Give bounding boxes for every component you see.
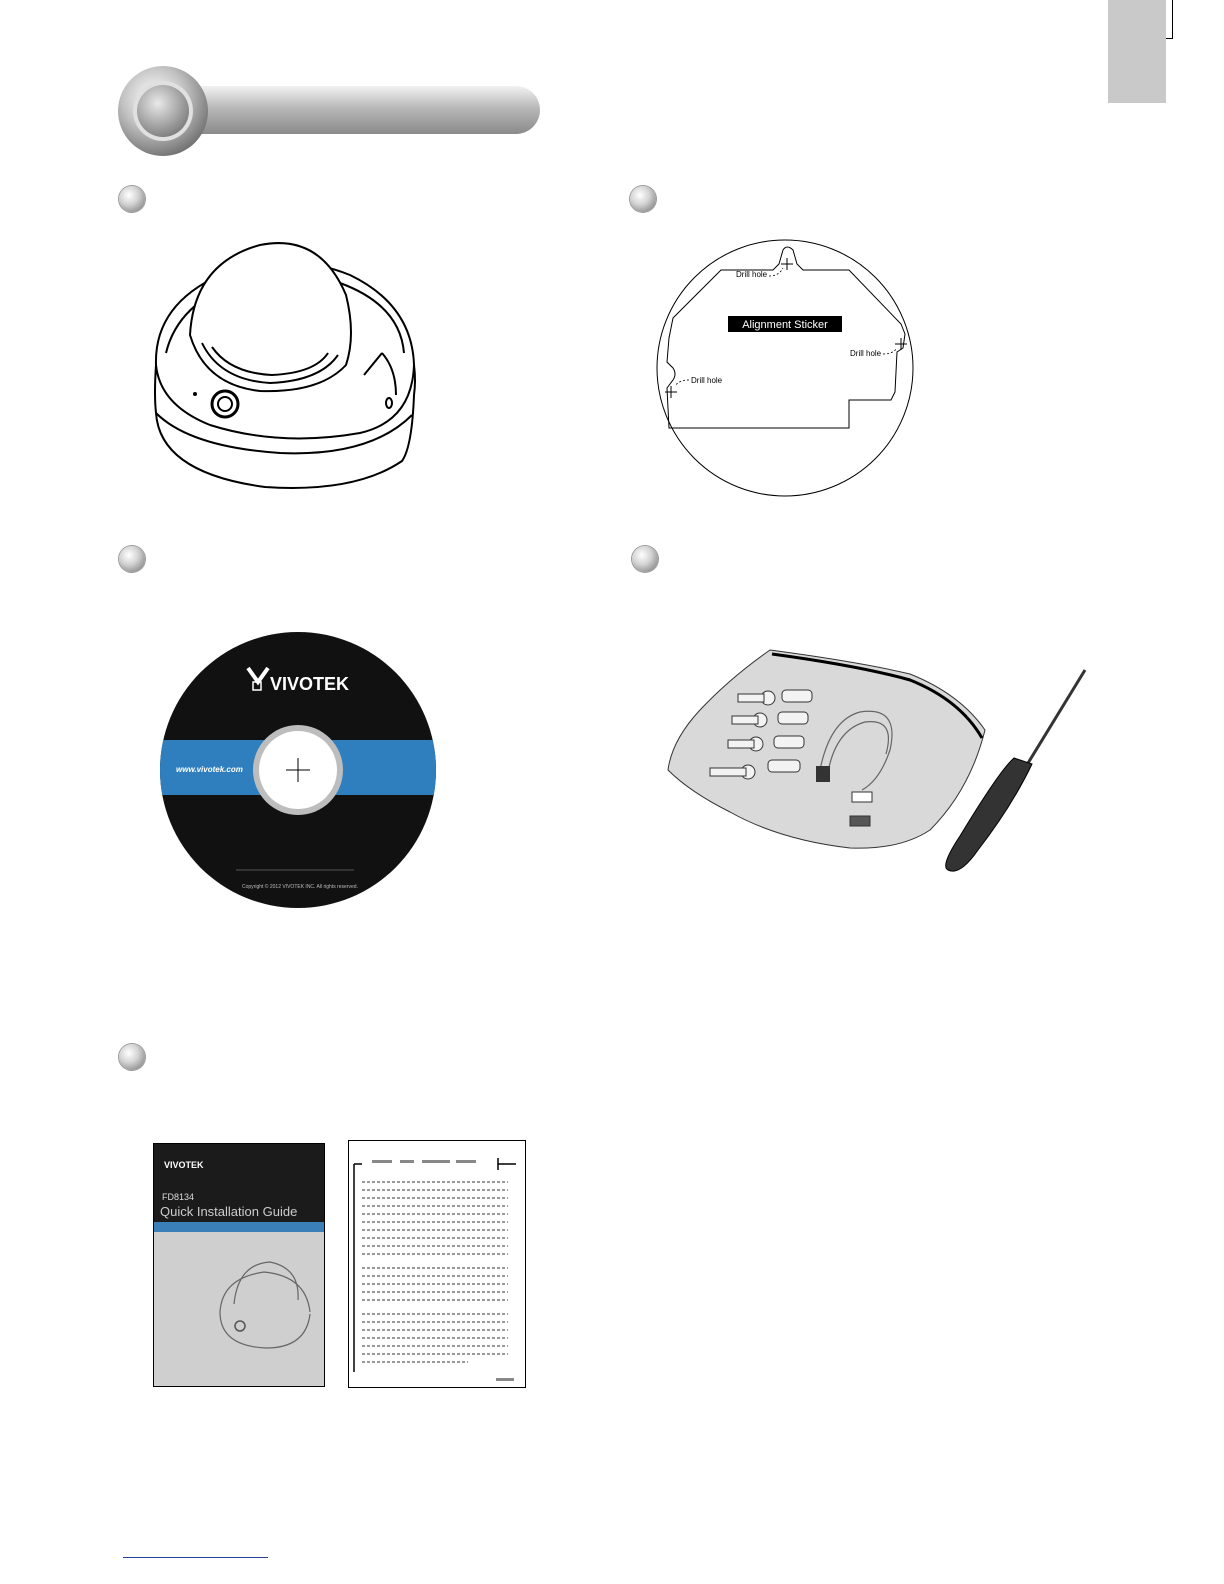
warranty-sheet	[348, 1140, 526, 1388]
item-bullet-camera	[119, 186, 145, 212]
drill-hole-label-top: Drill hole	[736, 270, 768, 279]
item-bullet-guide	[119, 1044, 145, 1070]
guide-title: Quick Installation Guide	[160, 1204, 298, 1219]
item-bullet-sticker	[630, 186, 656, 212]
crop-mark-vertical	[1172, 0, 1173, 38]
drill-hole-label-right: Drill hole	[850, 349, 882, 358]
cd-url: www.vivotek.com	[176, 765, 243, 774]
cd-brand-logo: VIVOTEK	[270, 674, 350, 694]
guide-brand-logo: VIVOTEK	[164, 1160, 204, 1170]
item-bullet-screws	[632, 546, 658, 572]
item-bullet-cd	[119, 546, 145, 572]
guide-cover-band	[154, 1222, 324, 1232]
cd-copyright: Copyright © 2012 VIVOTEK INC. All rights reserved.	[242, 884, 358, 890]
software-cd-illustration	[158, 630, 438, 910]
drill-hole-label-left: Drill hole	[691, 376, 723, 385]
footer-link-underline[interactable]	[123, 1557, 268, 1558]
language-tab[interactable]	[1108, 0, 1166, 103]
crop-mark-horizontal	[1166, 38, 1173, 39]
section-header-pill	[116, 64, 542, 158]
alignment-sticker-illustration	[655, 238, 917, 498]
dome-camera-illustration	[150, 235, 420, 497]
sticker-title: Alignment Sticker	[742, 319, 828, 331]
quick-guide-cover	[153, 1143, 325, 1387]
guide-model: FD8134	[162, 1192, 195, 1202]
screw-pack-illustration	[660, 640, 1090, 875]
guide-camera-illustration	[214, 1254, 314, 1354]
